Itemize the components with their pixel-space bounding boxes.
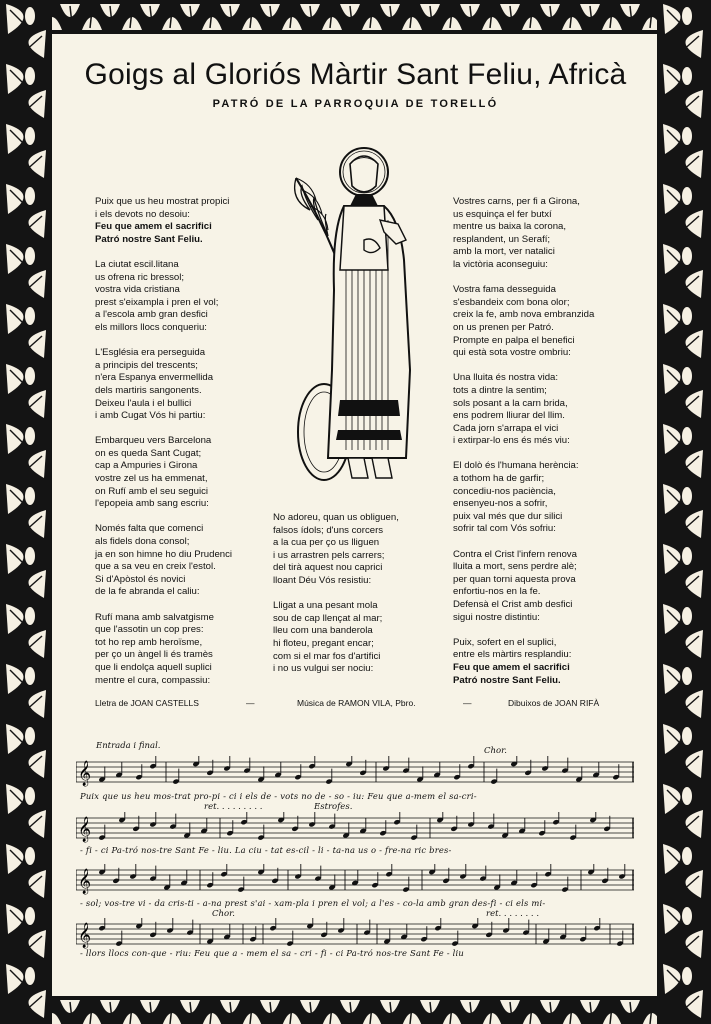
verse-line: Deixeu l'aula i el bullici bbox=[95, 397, 192, 409]
verse-line: Contra el Crist l'infern renova bbox=[453, 548, 577, 560]
stanza bbox=[95, 523, 270, 599]
verse-line: mentre el cura, compassiu: bbox=[95, 674, 211, 686]
decorative-border-right bbox=[657, 0, 711, 1024]
verse-line: vostre zel us ha emmenat, bbox=[95, 473, 208, 485]
verse-line: la victòria aconseguiu: bbox=[453, 258, 548, 270]
stanza bbox=[273, 512, 451, 588]
verse-line: dels martiris sangonents. bbox=[95, 384, 202, 396]
verse-line: sigui nostre distintiu: bbox=[453, 611, 540, 623]
verse-line: lloant Déu Vós resistiu: bbox=[273, 574, 372, 586]
verse-line: Puix que us heu mostrat propici bbox=[95, 196, 230, 207]
verse-line: del tirà aquest nou caprici bbox=[273, 562, 383, 574]
verse-line: prest s'eixampla i pren el vol; bbox=[95, 296, 219, 308]
stanza bbox=[95, 435, 270, 511]
verse-line: a principis del trescents; bbox=[95, 359, 198, 371]
verse-line: a tothom ha de garfir; bbox=[453, 473, 545, 485]
verse-line: i els devots no desoiu: bbox=[95, 208, 190, 220]
verse-line: Vostres carns, per fi a Girona, bbox=[453, 196, 580, 207]
verse-line: sofrir tal com Vós sofriu: bbox=[453, 523, 556, 535]
verse-line: La ciutat escil.litana bbox=[95, 258, 179, 270]
verse-line: Si d'Apòstol és novici bbox=[95, 573, 186, 585]
verse-line: de la fe abranda el caliu: bbox=[95, 586, 200, 598]
credit-music: Música de RAMON VILA, Pbro. bbox=[297, 698, 416, 708]
stanza bbox=[453, 549, 633, 625]
verse-line: Lligat a una pesant mola bbox=[273, 600, 378, 612]
score-annotation-ret: ret. . . . . . . . . bbox=[204, 802, 263, 812]
verse-line: per ço un àngel li és tramès bbox=[95, 649, 213, 661]
verse-line: hi floteu, pregant encar; bbox=[273, 637, 374, 649]
verse-line: El dolò és l'humana herència: bbox=[453, 460, 579, 472]
credit-dash: — bbox=[246, 698, 255, 708]
verse-line: on es queda Sant Cugat; bbox=[95, 447, 202, 459]
verse-line: puix val més que dur silici bbox=[453, 510, 563, 522]
verse-line: No adoreu, quan us obliguen, bbox=[273, 512, 399, 523]
svg-text:𝄞: 𝄞 bbox=[78, 869, 92, 894]
music-staff-4 bbox=[76, 918, 634, 950]
verse-line: enfortiu-nos en la fe. bbox=[453, 586, 541, 598]
svg-text:𝄞: 𝄞 bbox=[78, 817, 92, 842]
saint-illustration bbox=[288, 140, 423, 490]
decorative-border-bottom bbox=[0, 996, 711, 1024]
verse-line: i us arrastren pels carrers; bbox=[273, 549, 385, 561]
verse-line: i amb Cugat Vós hi partiu: bbox=[95, 410, 206, 422]
decorative-border-left bbox=[0, 0, 52, 1024]
verse-line: Defensà el Crist amb desfici bbox=[453, 599, 573, 610]
verse-line: Feu que amem el sacrifici bbox=[95, 221, 212, 233]
verse-line: a la cua per ço us lliguen bbox=[273, 537, 380, 549]
page-subtitle: PATRÓ DE LA PARROQUIA DE TORELLÓ bbox=[212, 98, 499, 110]
page-title: Goigs al Gloriós Màrtir Sant Feliu, Africà bbox=[84, 58, 627, 91]
score-annotation-entrada: Entrada i final. bbox=[96, 741, 161, 751]
verse-line: per quan torni aquesta prova bbox=[453, 573, 576, 585]
music-staff-1 bbox=[76, 756, 634, 788]
stanza bbox=[273, 600, 451, 676]
credit-dash: — bbox=[463, 698, 472, 708]
score-lyrics-line: - llors llocs con-que - riu: Feu que a - mem el sa - cri - fi - ci Pa-tró nos-tre Sant Fe - liu bbox=[80, 948, 464, 958]
verse-line: Feu que amem el sacrifici bbox=[453, 661, 570, 673]
verse-line: tot ho rep amb heroïsme, bbox=[95, 636, 203, 648]
verse-line: els millors llocs conqueriu: bbox=[95, 321, 207, 333]
verse-line: com si el mar fos d'artifici bbox=[273, 650, 381, 662]
verse-line: Només falta que comenci bbox=[95, 523, 204, 535]
verse-line: sou de cap llençat al mar; bbox=[273, 612, 383, 624]
verse-line: entre els màrtirs resplandiu: bbox=[453, 649, 572, 661]
verse-line: L'Església era perseguida bbox=[95, 347, 206, 359]
verse-line: sols posant a la carn brida, bbox=[453, 397, 568, 409]
verse-line: Rufí mana amb salvatgisme bbox=[95, 611, 214, 623]
verse-line: us esquinça el fer butxí bbox=[453, 208, 552, 220]
verse-line: que a sa veu en creix l'estol. bbox=[95, 561, 216, 573]
verse-line: vostra vida cristiana bbox=[95, 284, 180, 296]
verse-line: ensenyeu-nos a sofrir, bbox=[453, 498, 548, 510]
stanza bbox=[95, 259, 270, 335]
stanza bbox=[95, 612, 270, 688]
verse-line: amb la mort, ver natalici bbox=[453, 246, 555, 258]
svg-text:𝄞: 𝄞 bbox=[78, 761, 92, 786]
verse-line: falsos ídols; d'uns corcers bbox=[273, 524, 384, 536]
verse-line: mentre us baixa la corona, bbox=[453, 221, 567, 233]
credit-drawings: Dibuixos de JOAN RIFÀ bbox=[508, 698, 600, 708]
verse-line: ens podrem lliurar del llim. bbox=[453, 410, 565, 422]
score-annotation-chor: Chor. bbox=[212, 909, 235, 919]
verse-line: qui està sota vostre ombriu: bbox=[453, 347, 571, 359]
decorative-border-top bbox=[0, 0, 711, 34]
credit-lyrics: Lletra de JOAN CASTELLS bbox=[95, 698, 199, 708]
verse-line: on Rufí amb el seu seguici bbox=[95, 485, 209, 497]
verse-line: als fidels dona consol; bbox=[95, 536, 190, 548]
verse-line: Cada jorn s'arrapa el vici bbox=[453, 422, 559, 434]
verses-middle-column bbox=[273, 512, 451, 688]
stanza bbox=[453, 372, 633, 448]
stanza bbox=[453, 284, 633, 360]
verse-line: on us prenen per Patró. bbox=[453, 321, 554, 333]
verse-line: concediu-nos paciència, bbox=[453, 485, 556, 497]
verse-line: que l'assotin un cop pres: bbox=[95, 624, 204, 636]
verse-line: ja en son himne ho diu Prudenci bbox=[95, 548, 233, 560]
verse-line: us ofrena ric bressol; bbox=[95, 271, 185, 283]
verse-line: Vostra fama desseguida bbox=[453, 284, 556, 296]
music-staff-2 bbox=[76, 812, 634, 844]
verse-line: tots a dintre la sentim; bbox=[453, 384, 547, 396]
verse-line: resplandent, un Serafí; bbox=[453, 233, 551, 245]
verses-left-column bbox=[95, 196, 270, 700]
score-lyrics-line: - fi - ci Pa-tró nos-tre Sant Fe - liu. La ciu - tat es-cil - li - ta-na us o - fre-na ric bres- bbox=[80, 845, 452, 855]
verse-line: l'epopeia amb sang escriu: bbox=[95, 498, 209, 510]
verse-line: n'era Espanya envermellida bbox=[95, 372, 214, 384]
verse-line: i no us vulgui ser nociu: bbox=[273, 663, 374, 675]
score-lyrics-line: - sol; vos-tre vi - da cris-ti - a-na prest s'ai - xam-pla i pren el vol; a l'es - co-la amb gran des-fi - ci els mi- bbox=[80, 898, 546, 908]
verse-line: cap a Ampuries i Girona bbox=[95, 460, 198, 472]
verse-line: s'esbandeix com bona olor; bbox=[453, 296, 570, 308]
verse-line: lluita a mort, sens perdre alè; bbox=[453, 561, 577, 573]
verse-line: Puix, sofert en el suplici, bbox=[453, 636, 557, 648]
score-lyrics-line: Puix que us heu mos-trat pro-pi - ci i els de - vots no de - so - iu: Feu que a-mem el sa-cri- bbox=[80, 791, 477, 801]
verse-line: lleu com una banderola bbox=[273, 625, 373, 637]
verse-line: Patró nostre Sant Feliu. bbox=[95, 233, 203, 245]
verse-line: que li endolça aquell suplici bbox=[95, 661, 212, 673]
verse-line: Patró nostre Sant Feliu. bbox=[453, 674, 561, 686]
stanza bbox=[453, 637, 633, 687]
stanza bbox=[95, 347, 270, 423]
score-annotation-estrofes: Estrofes. bbox=[314, 802, 353, 812]
verse-line: a l'escola amb gran desfici bbox=[95, 309, 208, 321]
stanza bbox=[453, 460, 633, 536]
verse-line: Embarqueu vers Barcelona bbox=[95, 435, 212, 447]
verse-line: Prompte en palpa el benefici bbox=[453, 334, 575, 346]
music-staff-3 bbox=[76, 864, 634, 896]
svg-text:𝄞: 𝄞 bbox=[78, 923, 92, 948]
stanza bbox=[95, 196, 270, 246]
verses-right-column bbox=[453, 196, 633, 700]
score-annotation-ret: ret. . . . . . . . bbox=[486, 909, 540, 919]
verse-line: creix la fe, amb nova embranzida bbox=[453, 309, 595, 321]
verse-line: i extirpar-lo ens és més viu: bbox=[453, 435, 570, 447]
score-annotation-chor: Chor. bbox=[484, 746, 507, 756]
stanza bbox=[453, 196, 633, 272]
verse-line: Una lluita és nostra vida: bbox=[453, 372, 559, 384]
